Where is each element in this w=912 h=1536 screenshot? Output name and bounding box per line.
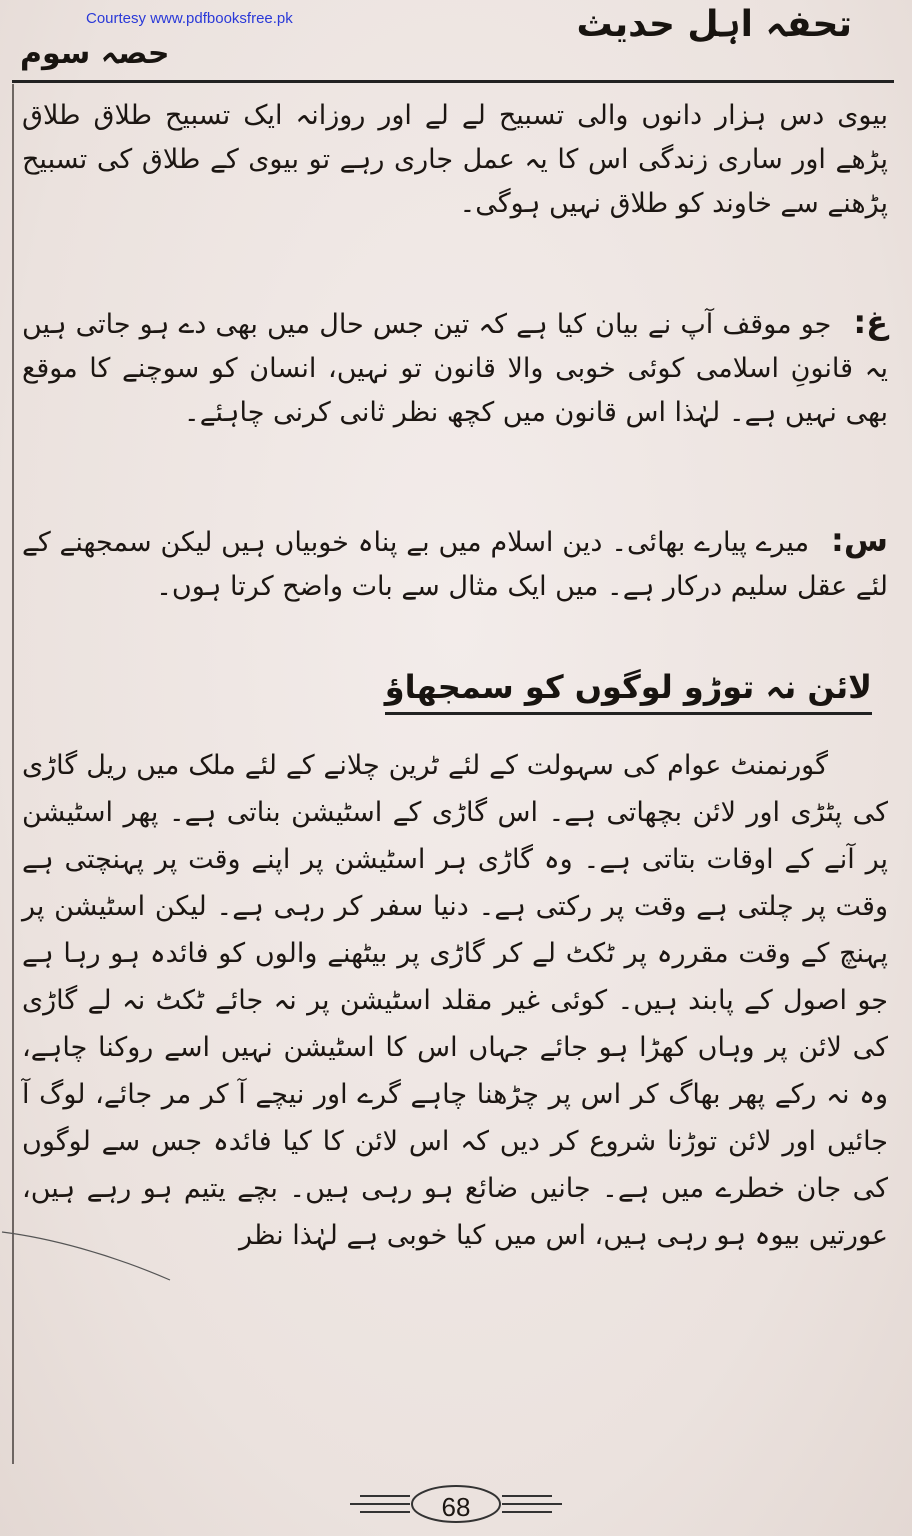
page-number: 68	[441, 1492, 471, 1522]
courtesy-watermark: Courtesy www.pdfbooksfree.pk	[86, 10, 293, 27]
answer-marker: س:	[831, 521, 888, 559]
header-rule	[12, 80, 894, 83]
book-title: تحفہ اہل حدیث	[576, 4, 852, 45]
paragraph-intro	[22, 94, 888, 226]
section-body	[22, 742, 888, 1259]
page-footer	[0, 1482, 912, 1532]
question-paragraph	[22, 300, 888, 435]
section-heading: لائن نہ توڑو لوگوں کو سمجھاؤ	[385, 668, 872, 715]
section-body-text: گورنمنٹ عوام کی سہولت کے لئے ٹرین چلانے کے لئے ملک میں ریل گاڑی کی پٹڑی اور لائن بچھاتی ہے۔ اس گاڑی کے اسٹیشن بناتی ہے۔ پھر اسٹیشن پر آنے کے اوقات بتاتی ہے۔ وہ گاڑی ہر اسٹیشن پر اپنے وقت پر پہنچتی ہے وقت پر چلتی ہے وقت پر رکتی ہے۔ دنیا سفر کر رہی ہے۔ لیکن اسٹیشن پر پہنچ کے وقت مقررہ پر ٹکٹ لے کر گاڑی پر بیٹھنے والوں کو فائدہ ہو رہا ہے جو اصول کے پابند ہیں۔ کوئی غیر مقلد اسٹیشن پر نہ جائے ٹکٹ نہ لے گاڑی کی لائن پر وہاں کھڑا ہو جائے جہاں اس کا اسٹیشن نہیں اسے روکنا چاہے، وہ نہ رکے پھر بھاگ کر اس پر چڑھنا چاہے گرے اور نیچے آ کر مر جائے، لوگ آ جائیں اور لائن توڑنا شروع کر دیں کہ اس لائن کا کیا فائدہ جس سے لوگوں کی جان خطرے میں ہے۔ جانیں ضائع ہو رہی ہیں۔ بچے یتیم ہو رہے ہیں، عورتیں بیوہ ہو رہی ہیں، اس میں کیا خوبی ہے لہٰذا نظر	[22, 750, 888, 1251]
question-text: جو موقف آپ نے بیان کیا ہے کہ تین جس حال میں بھی دے ہو جاتی ہیں یہ قانونِ اسلامی کوئی خوبی والا قانون تو نہیں، انسان کو سوچنے کا موقع بھی نہیں ہے۔ لہٰذا اس قانون میں کچھ نظر ثانی کرنی چاہئے۔	[22, 309, 888, 428]
answer-text: میرے پیارے بھائی۔ دین اسلام میں بے پناہ خوبیاں ہیں لیکن سمجھنے کے لئے عقل سلیم درکار ہے۔ میں ایک مثال سے بات واضح کرتا ہوں۔	[22, 527, 888, 602]
question-marker: غ:	[853, 303, 888, 341]
part-title: حصہ سوم	[20, 36, 170, 71]
answer-paragraph	[22, 518, 888, 609]
paragraph-intro-text: بیوی دس ہزار دانوں والی تسبیح لے لے اور روزانہ ایک تسبیح طلاق طلاق پڑھے اور ساری زندگی اس کا یہ عمل جاری رہے تو بیوی کے طلاق کی تسبیح پڑھنے سے خاوند کو طلاق نہیں ہوگی۔	[22, 100, 888, 219]
pen-stroke-mark	[0, 1214, 180, 1284]
